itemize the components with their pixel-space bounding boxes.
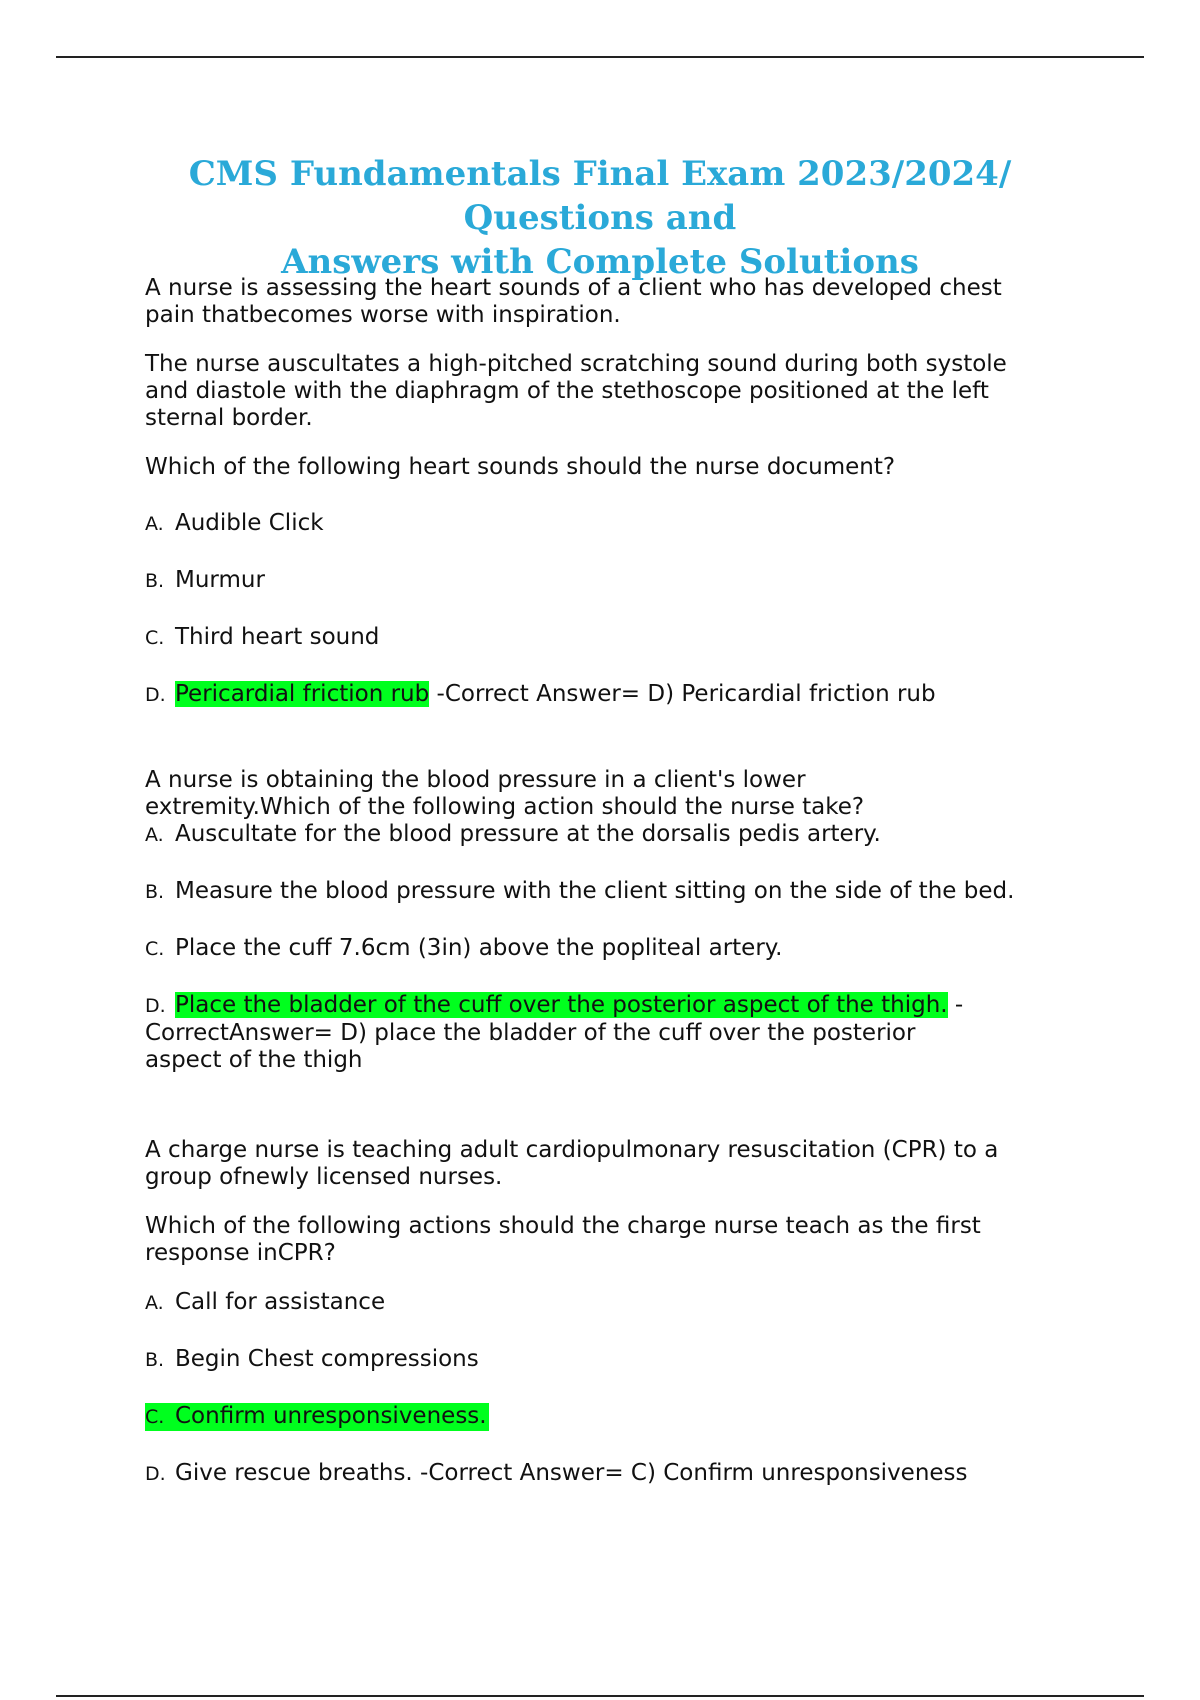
q1-stem-2-line-3: sternal border. (145, 405, 313, 431)
q1-stem-1 (145, 275, 1065, 329)
q2-stem-1-line-2: extremity.Which of the following action should the nurse take? (145, 794, 865, 820)
question-1 (145, 275, 1065, 709)
option-letter: B. (145, 1349, 165, 1371)
option-text: Audible Click (175, 510, 324, 536)
correct-answer-note-line-2: aspect of the thigh (145, 1047, 363, 1073)
q1-option-b (145, 567, 1065, 595)
option-text: Murmur (175, 567, 265, 593)
q3-stem-1 (145, 1137, 1065, 1191)
q3-stem-2-line-1: Which of the following actions should the charge nurse teach as the first (145, 1213, 981, 1239)
option-text: Measure the blood pressure with the client sitting on the side of the bed. (175, 878, 1015, 904)
title-line-1: CMS Fundamentals Final Exam 2023/2024/ Questions and (188, 154, 1012, 238)
q3-option-d (145, 1460, 1065, 1488)
q1-stem-3: Which of the following heart sounds should the nurse document? (145, 454, 896, 480)
q1-option-d (145, 681, 1065, 709)
q1-stem-2-line-1: The nurse auscultates a high-pitched scratching sound during both systole (145, 351, 1007, 377)
q3-stem-2-line-2: response inCPR? (145, 1240, 336, 1266)
option-letter: C. (145, 627, 165, 649)
q1-option-c (145, 624, 1065, 652)
q1-stem-2-line-2: and diastole with the diaphragm of the stethoscope positioned at the left (145, 378, 989, 404)
option-text: Confirm unresponsiveness. (175, 1403, 487, 1429)
q2-option-b (145, 878, 1065, 906)
option-letter: B. (145, 570, 165, 592)
q2-stem-1-line-1: A nurse is obtaining the blood pressure in a client's lower (145, 767, 806, 793)
q2-option-c (145, 935, 1065, 963)
q3-option-b (145, 1346, 1065, 1374)
option-letter: C. (145, 938, 165, 960)
option-letter: A. (145, 513, 164, 535)
q3-stem-1-line-1: A charge nurse is teaching adult cardiopulmonary resuscitation (CPR) to a (145, 1137, 999, 1163)
q3-option-c (145, 1403, 1065, 1431)
q1-stem-1-line-2: pain thatbecomes worse with inspiration. (145, 302, 621, 328)
option-letter: A. (145, 824, 164, 846)
question-2 (145, 767, 1065, 1074)
question-3 (145, 1137, 1065, 1488)
option-text: Place the cuff 7.6cm (3in) above the popliteal artery. (175, 935, 783, 961)
option-letter: D. (145, 684, 166, 706)
option-letter: C. (145, 1406, 165, 1428)
correct-answer-note: -Correct Answer= D) Pericardial friction rub (429, 681, 936, 707)
option-letter: A. (145, 1292, 164, 1314)
option-letter: D. (145, 995, 166, 1017)
q1-option-a (145, 510, 1065, 538)
top-rule (56, 56, 1144, 58)
q3-stem-1-line-2: group ofnewly licensed nurses. (145, 1164, 503, 1190)
q2-option-a (145, 821, 1065, 849)
option-text: Call for assistance (175, 1289, 386, 1315)
q2-option-d (145, 992, 1065, 1074)
option-letter: D. (145, 1463, 166, 1485)
highlighted-answer: Pericardial friction rub (175, 681, 430, 707)
q2-stem-1 (145, 767, 1065, 821)
option-text: Third heart sound (175, 624, 380, 650)
option-letter: B. (145, 881, 165, 903)
option-text: Give rescue breaths. -Correct Answer= C) Confirm unresponsiveness (175, 1460, 968, 1486)
title-line-2: Answers with Complete Solutions (281, 242, 919, 282)
document-title (100, 152, 1100, 284)
q3-stem-2 (145, 1213, 1065, 1267)
bottom-rule (56, 1695, 1144, 1697)
answer-dash: - (947, 992, 964, 1018)
q3-option-a (145, 1289, 1065, 1317)
highlighted-answer (145, 1403, 489, 1431)
q1-stem-1-line-1: A nurse is assessing the heart sounds of a client who has developed chest (145, 275, 1002, 301)
correct-answer-note-line-1: CorrectAnswer= D) place the bladder of the cuff over the posterior (145, 1020, 916, 1046)
highlighted-answer: Place the bladder of the cuff over the posterior aspect of the thigh. (175, 992, 948, 1018)
option-text: Auscultate for the blood pressure at the dorsalis pedis artery. (175, 821, 881, 847)
option-text: Begin Chest compressions (175, 1346, 479, 1372)
q1-stem-2 (145, 351, 1065, 432)
